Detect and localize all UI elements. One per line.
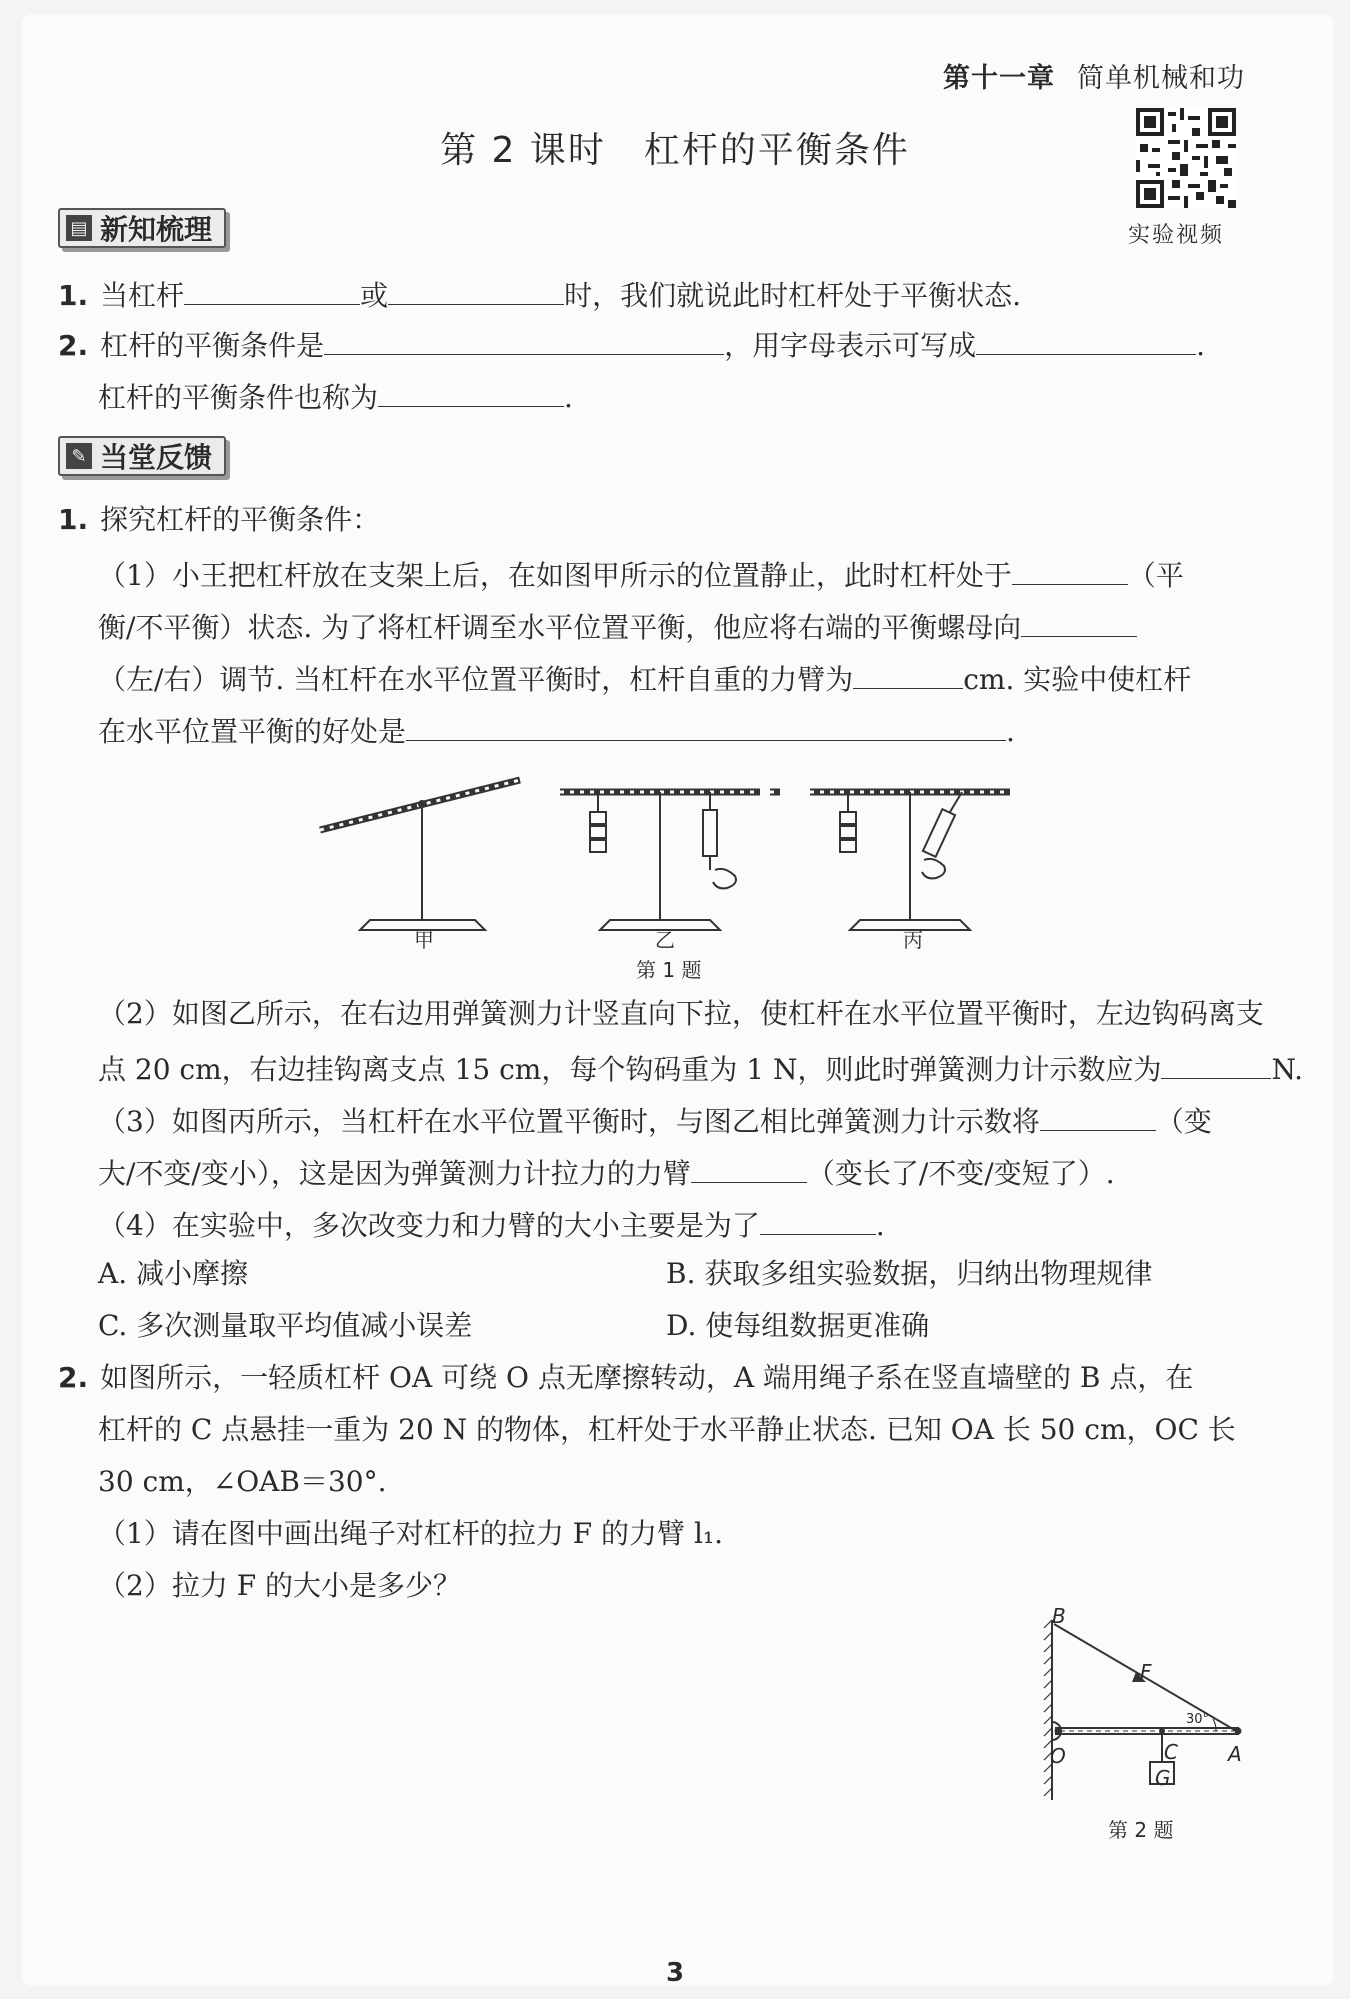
fig2-label-B: B [1052, 1604, 1066, 1628]
fb-q1-part3-line1: （3）如图丙所示，当杠杆在水平位置平衡时，与图乙相比弹簧测力计示数将 （变 [98, 1105, 1212, 1138]
qr-caption: 实验视频 [1128, 223, 1225, 248]
fb-q1-part1-line2: 衡/不平衡）状态. 为了将杠杆调至水平位置平衡，他应将右端的平衡螺母向 [98, 610, 1137, 642]
fb-q1-part1-line1: （1）小王把杠杆放在支架上后，在如图甲所示的位置静止，此时杠杆处于 （平 [98, 559, 1184, 592]
option-c[interactable]: C. 多次测量取平均值减小误差 [98, 1309, 473, 1342]
fig2-label-G: G [1155, 1766, 1171, 1790]
page-number: 3 [665, 1958, 685, 1988]
answer-blank[interactable] [1021, 610, 1137, 637]
fig2-label-angle: 30° [1186, 1712, 1210, 1727]
fb-q1-part2-line2: 点 20 cm，右边挂钩离支点 15 cm，每个钩码重为 1 N，则此时弹簧测力计示数应为 N. [98, 1053, 1304, 1086]
answer-blank[interactable] [1040, 1104, 1156, 1131]
figure-2-caption: 第 2 题 [1108, 1818, 1174, 1842]
answer-blank[interactable] [691, 1156, 807, 1183]
chapter-header: 第十一章 简单机械和功 [943, 63, 1245, 94]
nk-question-2: 2. 杠杆的平衡条件是 ，用字母表示可写成 . [58, 329, 1206, 362]
qr-code-icon[interactable] [1136, 108, 1236, 208]
answer-blank[interactable] [388, 278, 564, 305]
fb-q1-part2-line1: （2）如图乙所示，在右边用弹簧测力计竖直向下拉，使杠杆在水平位置平衡时，左边钩码离支 [98, 997, 1264, 1030]
option-d[interactable]: D. 使每组数据更准确 [666, 1309, 930, 1342]
fb-q1-part1-line4: 在水平位置平衡的好处是 . [98, 715, 1015, 748]
option-a[interactable]: A. 减小摩擦 [98, 1257, 249, 1290]
fig2-label-O: O [1050, 1744, 1066, 1768]
fb-q1-part4: （4）在实验中，多次改变力和力臂的大小主要是为了 . [98, 1209, 885, 1242]
fig2-label-A: A [1228, 1742, 1242, 1766]
figure-jia [320, 780, 520, 930]
fb-question-2-line2: 杠杆的 C 点悬挂一重为 20 N 的物体，杠杆处于水平静止状态. 已知 OA 长 50 cm，OC 长 [98, 1413, 1236, 1446]
figure-1-label-bing: 丙 [903, 928, 923, 952]
answer-blank[interactable] [976, 328, 1196, 355]
fb-q1-part1-line3: （左/右）调节. 当杠杆在水平位置平衡时，杠杆自重的力臂为 cm. 实验中使杠杆 [98, 663, 1192, 696]
nk-question-2-cont: 杠杆的平衡条件也称为 . [98, 381, 573, 414]
figure-2-wall-lever [1030, 1610, 1260, 1810]
fb-question-1-title: 1. 探究杠杆的平衡条件： [58, 503, 381, 536]
figure-1-caption: 第 1 题 [636, 958, 702, 982]
fb-question-2-line1: 2. 如图所示，一轻质杠杆 OA 可绕 O 点无摩擦转动，A 端用绳子系在竖直墙壁的 B 点，在 [58, 1361, 1194, 1394]
answer-blank[interactable] [406, 714, 1006, 741]
answer-blank[interactable] [1161, 1052, 1271, 1079]
section-feedback: ✎ 当堂反馈 [58, 436, 226, 476]
figure-1-label-yi: 乙 [655, 928, 675, 952]
answer-blank[interactable] [378, 380, 564, 407]
section-new-knowledge: ▤ 新知梳理 [58, 208, 226, 248]
figure-yi [560, 792, 760, 930]
answer-blank[interactable] [324, 328, 724, 355]
nk-question-1: 1. 当杠杆 或 时，我们就说此时杠杆处于平衡状态. [58, 279, 1022, 312]
fig2-label-F: F [1140, 1660, 1152, 1684]
pencil-icon: ✎ [66, 443, 92, 469]
answer-blank[interactable] [184, 278, 360, 305]
book-icon: ▤ [66, 215, 92, 241]
figure-1-lever-apparatus [310, 770, 780, 960]
lesson-title: 第 2 课时 杠杆的平衡条件 [440, 130, 910, 171]
fb-q1-part3-line2: 大/不变/变小），这是因为弹簧测力计拉力的力臂 （变长了/不变/变短了）. [98, 1157, 1115, 1190]
answer-blank[interactable] [760, 1208, 876, 1235]
fig2-label-C: C [1164, 1740, 1178, 1764]
fb-question-2-line3: 30 cm，∠OAB＝30°. [98, 1465, 387, 1498]
answer-blank[interactable] [853, 662, 963, 689]
fb-question-2-part1: （1）请在图中画出绳子对杠杆的拉力 F 的力臂 l₁. [98, 1517, 724, 1550]
figure-1-label-jia: 甲 [414, 928, 434, 952]
fb-question-2-part2: （2）拉力 F 的大小是多少？ [98, 1569, 462, 1602]
option-b[interactable]: B. 获取多组实验数据，归纳出物理规律 [666, 1257, 1153, 1290]
answer-blank[interactable] [1012, 558, 1128, 585]
